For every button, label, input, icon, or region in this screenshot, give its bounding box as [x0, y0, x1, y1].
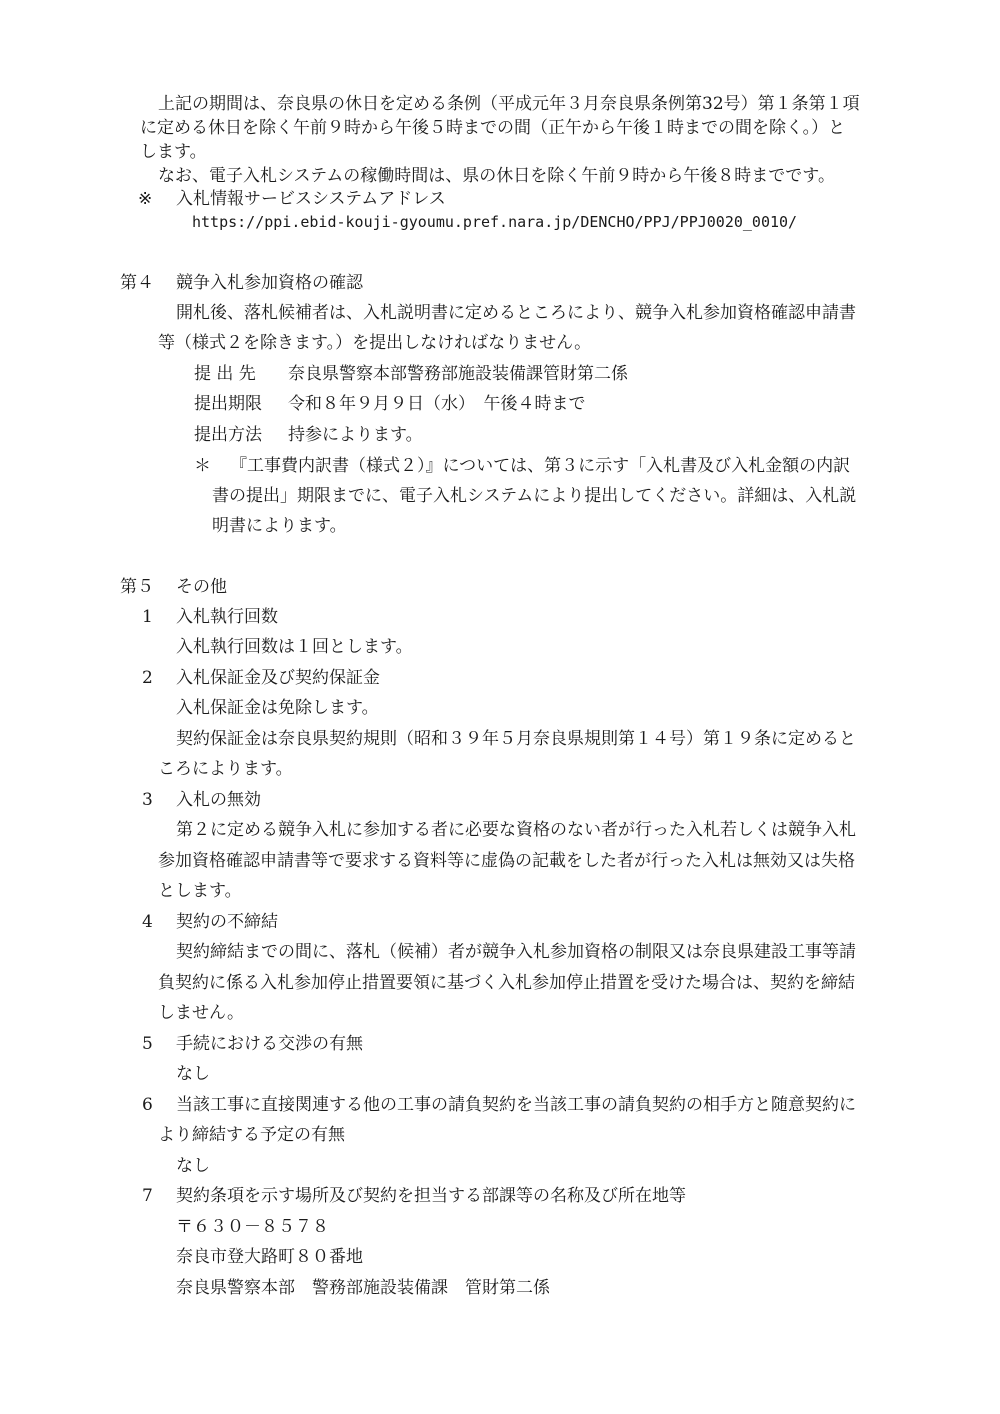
sec4-para-line-1: 開札後、落札候補者は、入札説明書に定めるところにより、競争入札参加資格確認申請書	[176, 303, 856, 323]
system-url: https://ppi.ebid-kouji-gyoumu.pref.nara.jp/DENCHO/PPJ/PPJ0020_0010/	[192, 213, 798, 231]
submit-period-label: 提出期限	[194, 394, 262, 414]
item-2-number: 2	[142, 668, 153, 688]
star-note-line-2: 書の提出」期限までに、電子入札システムにより提出してください。詳細は、入札説	[212, 486, 857, 506]
item-1-number: 1	[142, 607, 153, 627]
item-1-title: 入札執行回数	[176, 607, 278, 627]
sec4-title: 競争入札参加資格の確認	[176, 273, 363, 293]
item-4-body-1: 契約締結までの間に、落札（候補）者が競争入札参加資格の制限又は奈良県建設工事等請	[176, 942, 856, 962]
street-address: 奈良市登大路町８０番地	[176, 1247, 363, 1267]
submit-dest-value: 奈良県警察本部警務部施設装備課管財第二係	[288, 364, 628, 384]
item-2-body-2: 契約保証金は奈良県契約規則（昭和３９年５月奈良県規則第１４号）第１９条に定めると	[176, 729, 856, 749]
item-3-body-1: 第２に定める競争入札に参加する者に必要な資格のない者が行った入札若しくは競争入札	[176, 820, 856, 840]
item-6-title-2: より締結する予定の有無	[158, 1125, 345, 1145]
item-2-title: 入札保証金及び契約保証金	[176, 668, 380, 688]
star-note-line-1: 『工事費内訳書（様式２）』については、第３に示す「入札書及び入札金額の内訳	[230, 456, 851, 476]
intro-line-4: なお、電子入札システムの稼働時間は、県の休日を除く午前９時から午後８時までです。	[158, 166, 835, 186]
sec5-title: その他	[176, 577, 227, 597]
postal-code: 〒６３０－８５７８	[176, 1217, 329, 1237]
item-2-body-3: ころによります。	[158, 759, 293, 779]
item-6-body: なし	[176, 1156, 210, 1176]
item-4-title: 契約の不締結	[176, 912, 278, 932]
item-5-title: 手続における交渉の有無	[176, 1034, 363, 1054]
note-label: 入札情報サービスシステムアドレス	[176, 189, 446, 209]
item-3-body-3: とします。	[158, 881, 242, 901]
intro-line-1: 上記の期間は、奈良県の休日を定める条例（平成元年３月奈良県条例第32号）第１条第１項	[158, 94, 860, 114]
item-7-number: 7	[142, 1186, 153, 1206]
star-mark: ＊	[194, 456, 211, 476]
sec5-number: 第５	[120, 577, 154, 597]
item-2-body-1: 入札保証金は免除します。	[176, 698, 379, 718]
item-5-number: 5	[142, 1034, 153, 1054]
item-1-body: 入札執行回数は１回とします。	[176, 637, 413, 657]
item-6-title: 当該工事に直接関連する他の工事の請負契約を当該工事の請負契約の相手方と随意契約に	[176, 1095, 856, 1115]
item-7-title: 契約条項を示す場所及び契約を担当する部課等の名称及び所在地等	[176, 1186, 686, 1206]
intro-line-3: します。	[140, 142, 207, 162]
submit-method-value: 持参によります。	[288, 425, 423, 445]
submit-dest-label: 提 出 先	[194, 364, 256, 384]
item-6-number: 6	[142, 1095, 153, 1115]
sec4-para-line-2: 等（様式２を除きます。）を提出しなければなりません。	[158, 333, 592, 353]
office-name: 奈良県警察本部 警務部施設装備課 管財第二係	[176, 1278, 550, 1298]
item-4-number: 4	[142, 912, 153, 932]
item-4-body-3: しません。	[158, 1003, 245, 1023]
note-mark: ※	[138, 189, 153, 209]
item-5-body: なし	[176, 1064, 210, 1084]
intro-line-2: に定める休日を除く午前９時から午後５時までの間（正午から午後１時までの間を除く。）と	[140, 118, 846, 138]
item-3-title: 入札の無効	[176, 790, 261, 810]
item-3-body-2: 参加資格確認申請書等で要求する資料等に虚偽の記載をした者が行った入札は無効又は失格	[158, 851, 855, 871]
submit-method-label: 提出方法	[194, 425, 262, 445]
submit-period-value: 令和８年９月９日（水） 午後４時まで	[288, 394, 586, 414]
item-3-number: 3	[142, 790, 153, 810]
star-note-line-3: 明書によります。	[212, 516, 347, 536]
item-4-body-2: 負契約に係る入札参加停止措置要領に基づく入札参加停止措置を受けた場合は、契約を締結	[158, 973, 855, 993]
sec4-number: 第４	[120, 273, 154, 293]
